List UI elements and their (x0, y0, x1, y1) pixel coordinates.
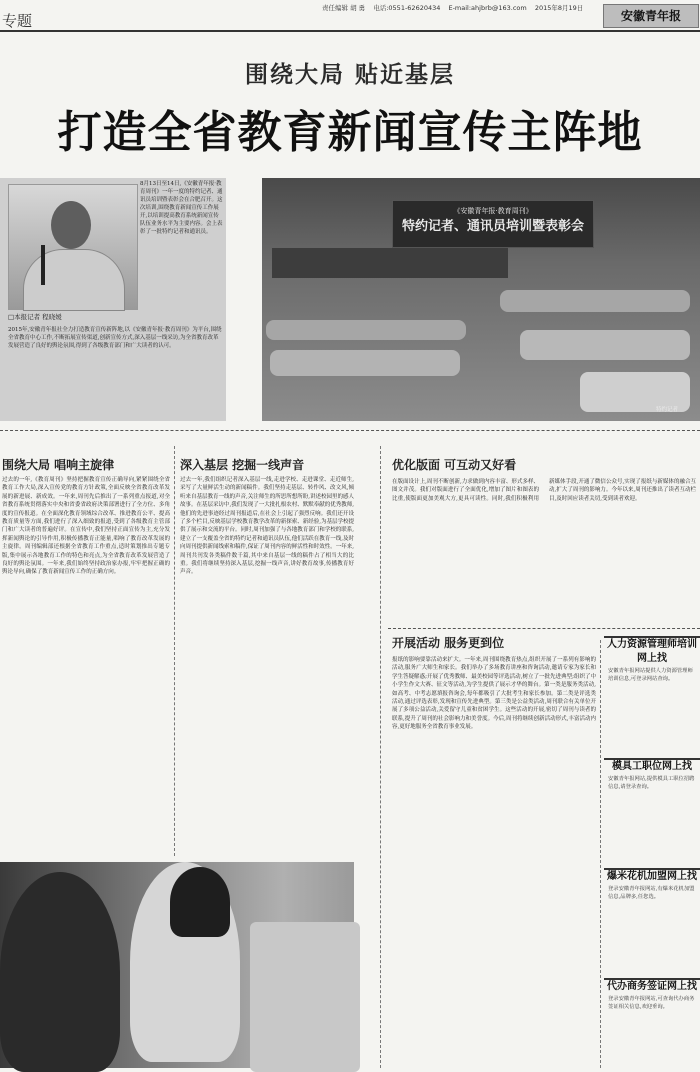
col2-heading: 深入基层 挖掘一线声音 (180, 458, 305, 472)
stage-table (272, 248, 508, 278)
portrait-photo (8, 184, 138, 310)
col3-body: 在版面设计上,周刊不断创新,力求做到内容丰富、形式多样、图文并茂。我们对版面进行了全面优化,增加了图片和图表的比重,使版面更加美观大方,更具可读性。同时,我们积极利用新媒体手段,开通了微信公众号,实现了报纸与新媒体的融合互动,扩大了周刊的影响力。今年以来,周刊还推出了读者互动栏目,及时回应读者关切,受到读者欢迎。 (392, 479, 696, 502)
ad-box (604, 978, 700, 1068)
banner-title: 特约记者、通讯员培训暨表彰会 (401, 219, 584, 234)
date-label: 2015年8月19日 (534, 4, 584, 12)
audience-row (266, 320, 466, 340)
ad-text: 登录安徽青年报网站,有爆米花机加盟信息,品牌多,任您选。 (608, 886, 695, 900)
col4-heading: 开展活动 服务更到位 (392, 636, 505, 650)
col2-body: 过去一年,我们组织记者深入基层一线,走进学校、走进课堂、走近师生,采写了大量鲜活生动的新闻稿件。我们坚持走基层、转作风、改文风,倾听来自基层教育一线的声音,关注师生的所思所想所盼,讲述校园里的感人故事。在基层采访中,我们发现了一大批扎根农村、默默奉献的优秀教师,他们的先进事迹经过周刊报道后,在社会上引起了强烈反响。我们还开设了多个栏目,反映基层学校教育教学改革的新探索、新经验,为基层学校提供了展示和交流的平台。同时,周刊加强了与各地教育部门和学校的联系,建立了一支覆盖全省的特约记者和通讯员队伍,他们活跃在教育一线,及时向周刊提供新闻线索和稿件,保证了周刊内容的鲜活性和时效性。一年来,周刊共刊发各类稿件数千篇,其中来自基层一线的稿件占了相当大的比重。我们将继续坚持深入基层,挖掘一线声音,讲好教育故事,传播教育好声音。 (180, 477, 354, 576)
ad-box (604, 636, 700, 750)
header-info (322, 4, 594, 13)
ad-text: 安徽青年报网站,提供模具工职位招聘信息,请登录查询。 (608, 776, 695, 790)
audience-row (520, 330, 690, 360)
ad-title: 模具工职位网上找 (612, 761, 692, 772)
header-rule (0, 30, 700, 32)
audience-row (270, 350, 460, 376)
meeting-banner (392, 200, 594, 248)
banner-top-text: 《安徽青年报·教育周刊》 (453, 207, 533, 215)
ad-text: 登录安徽青年报网站,可查询代办商务签证相关信息,欢迎垂询。 (608, 996, 695, 1010)
students-photo (0, 862, 354, 1068)
section-divider (388, 628, 700, 629)
col4-body: 报纸的影响要靠活动来扩大。一年来,周刊围绕教育热点,组织开展了一系列有影响的活动,服务广大师生和家长。我们举办了多场教育讲座和咨询活动,邀请专家为家长和学生答疑解惑;开展了优秀教师、最美校园等评选活动,树立了一批先进典型;组织了中小学生作文大赛、征文等活动,为学生提供了展示才华的舞台。第一类是服务类活动,如高考、中考志愿填报咨询会,每年都吸引了大批考生和家长参加。第二类是评选类活动,通过评选表彰,发现和宣传先进典型。第三类是公益类活动,周刊联合有关单位开展了多项公益活动,关爱留守儿童和贫困学生。这些活动的开展,密切了周刊与读者的联系,提升了周刊的社会影响力和美誉度。今后,周刊将继续创新活动形式,丰富活动内容,更好地服务全省教育事业发展。 (392, 657, 596, 731)
col1-body: 过去的一年,《教育周刊》坚持把握教育宣传正确导向,紧紧围绕全省教育工作大局,深入宣传党的教育方针政策,全面反映全省教育改革发展的新进展、新成效。一年来,周刊先后推出了一系列重点报道,对全省教育系统贯彻落实中央和省委省政府决策部署进行了全方位、多角度的宣传报道。在全面深化教育领域综合改革、推进教育公平、提高教育质量等方面,我们进行了深入细致的报道,受到了各级教育主管部门和广大读者的普遍好评。在宣传中,我们坚持正面宣传为主,充分发挥新闻舆论的引导作用,积极传播教育正能量,唱响了教育改革发展的主旋律。周刊编辑部还根据全省教育工作重点,适时策划推出专题专版,集中展示各地教育工作的特色和亮点,为全省教育改革发展营造了良好的舆论氛围。一年来,我们始终坚持政治家办报,牢牢把握正确的舆论导向,确保了教育新闻宣传工作的正确方向。 (2, 477, 170, 576)
col3-heading: 优化版面 可互动又好看 (392, 458, 517, 472)
column-divider (174, 446, 175, 856)
audience-row (500, 290, 690, 312)
photo-credit: 特约记者 (656, 407, 679, 413)
phone-label: 电话:0551-62620434 (373, 4, 441, 12)
ad-title: 爆米花机加盟网上找 (607, 871, 697, 882)
ad-text: 安徽青年报网站提供人力资源管理师培训信息,可登录网站查询。 (608, 668, 693, 682)
email-label: E-mail:ahjbrb@163.com (448, 4, 527, 12)
editor-label: 责任编辑 胡 勇 (322, 4, 366, 12)
col1-heading: 围绕大局 唱响主旋律 (2, 458, 115, 472)
column-divider (380, 446, 381, 1068)
byline: □本报记者 程晓媛 (8, 313, 62, 321)
ad-box (604, 868, 700, 974)
masthead-logo: 安徽青年报 (603, 4, 699, 28)
section-label: 专题 (2, 12, 33, 30)
kicker-title: 围绕大局 贴近基层 (244, 61, 455, 88)
section-divider (0, 430, 700, 431)
ad-title: 代办商务签证网上找 (607, 981, 697, 992)
intro-bottom-text: 2015年,安徽青年报社全力打造教育宣传新阵地,以《安徽青年报·教育周刊》为平台,围绕全省教育中心工作,不断拓展宣传渠道,创新宣传方式,深入基层一线采访,为全省教育改革发展营造了良好的舆论氛围,得到了各级教育部门和广大读者的认可。 (8, 327, 222, 349)
column-divider (600, 640, 601, 1068)
ad-box (604, 758, 700, 864)
main-headline: 打造全省教育新闻宣传主阵地 (57, 107, 643, 158)
intro-right-text: 8月13日至14日,《安徽青年报·教育周刊》一年一度的特约记者、通讯员培训暨表彰会在合肥召开。这次培训,围绕教育新闻宣传工作展开,以培训提高教育系统新闻宣传队伍业务水平为主要内容。会上表彰了一批特约记者和通讯员。 (140, 181, 223, 235)
ad-title: 人力资源管理师培训网上找 (607, 639, 697, 664)
